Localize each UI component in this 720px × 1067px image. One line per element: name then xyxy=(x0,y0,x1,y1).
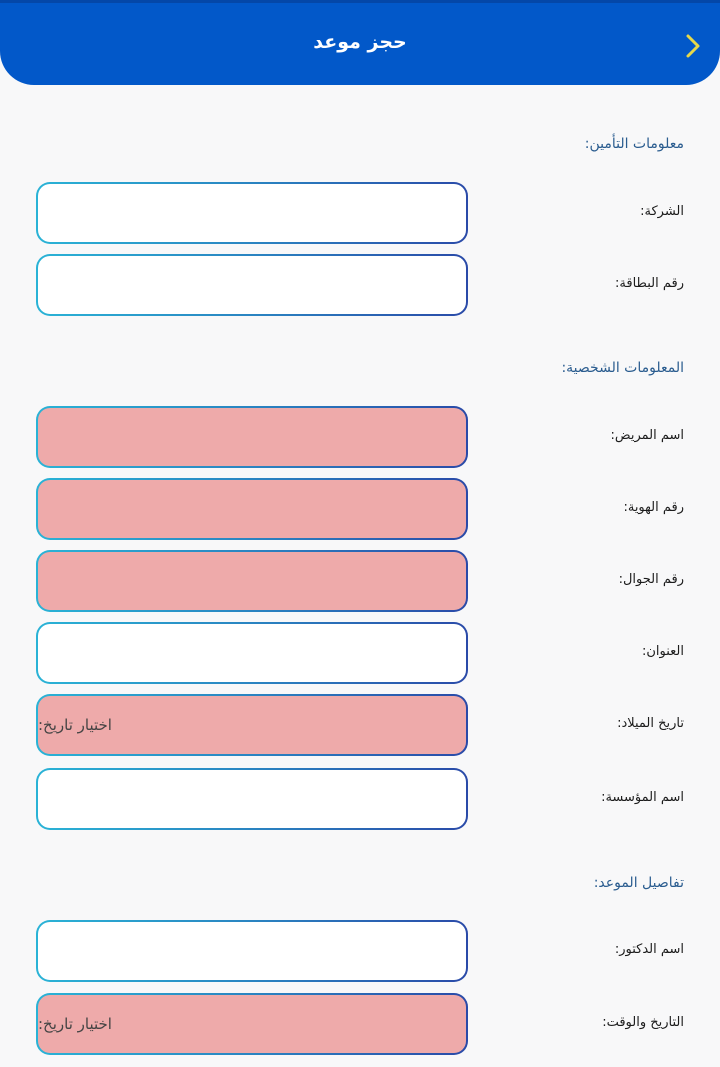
birth-date-placeholder: اختيار تاريخ: xyxy=(38,716,112,734)
label-patient-name: اسم المريض: xyxy=(610,428,684,443)
patient-name-field[interactable] xyxy=(36,406,468,468)
date-time-picker[interactable] xyxy=(36,993,468,1055)
section-title-appointment: تفاصيل الموعد: xyxy=(593,875,684,891)
label-address: العنوان: xyxy=(641,644,684,659)
card-number-input[interactable] xyxy=(38,275,450,295)
label-company: الشركة: xyxy=(640,204,684,219)
id-number-field[interactable] xyxy=(36,478,468,540)
date-time-placeholder: اختيار تاريخ: xyxy=(38,1015,112,1033)
institution-input[interactable] xyxy=(38,789,450,809)
mobile-field[interactable] xyxy=(36,550,468,612)
label-mobile: رقم الجوال: xyxy=(618,572,684,587)
patient-name-input[interactable] xyxy=(38,427,450,447)
label-doctor-name: اسم الدكتور: xyxy=(614,942,684,957)
label-id-number: رقم الهوية: xyxy=(623,500,684,515)
app-header xyxy=(0,0,720,85)
card-number-field[interactable] xyxy=(36,254,468,316)
chevron-right-icon xyxy=(685,33,701,59)
page-title: حجز موعد xyxy=(313,31,407,53)
label-card-number: رقم البطاقة: xyxy=(615,276,684,291)
company-field[interactable] xyxy=(36,182,468,244)
section-title-insurance: معلومات التأمين: xyxy=(584,136,684,152)
section-title-personal: المعلومات الشخصية: xyxy=(561,360,684,376)
label-institution: اسم المؤسسة: xyxy=(601,790,684,805)
address-field[interactable] xyxy=(36,622,468,684)
label-birth-date: تاريخ الميلاد: xyxy=(617,716,684,731)
address-input[interactable] xyxy=(38,643,450,663)
doctor-name-input[interactable] xyxy=(38,941,450,961)
label-date-time: التاريخ والوقت: xyxy=(602,1015,684,1030)
back-button[interactable] xyxy=(680,31,706,61)
birth-date-picker[interactable] xyxy=(36,694,468,756)
id-number-input[interactable] xyxy=(38,499,450,519)
mobile-input[interactable] xyxy=(38,571,450,591)
institution-field[interactable] xyxy=(36,768,468,830)
company-input[interactable] xyxy=(38,203,450,223)
doctor-name-field[interactable] xyxy=(36,920,468,982)
